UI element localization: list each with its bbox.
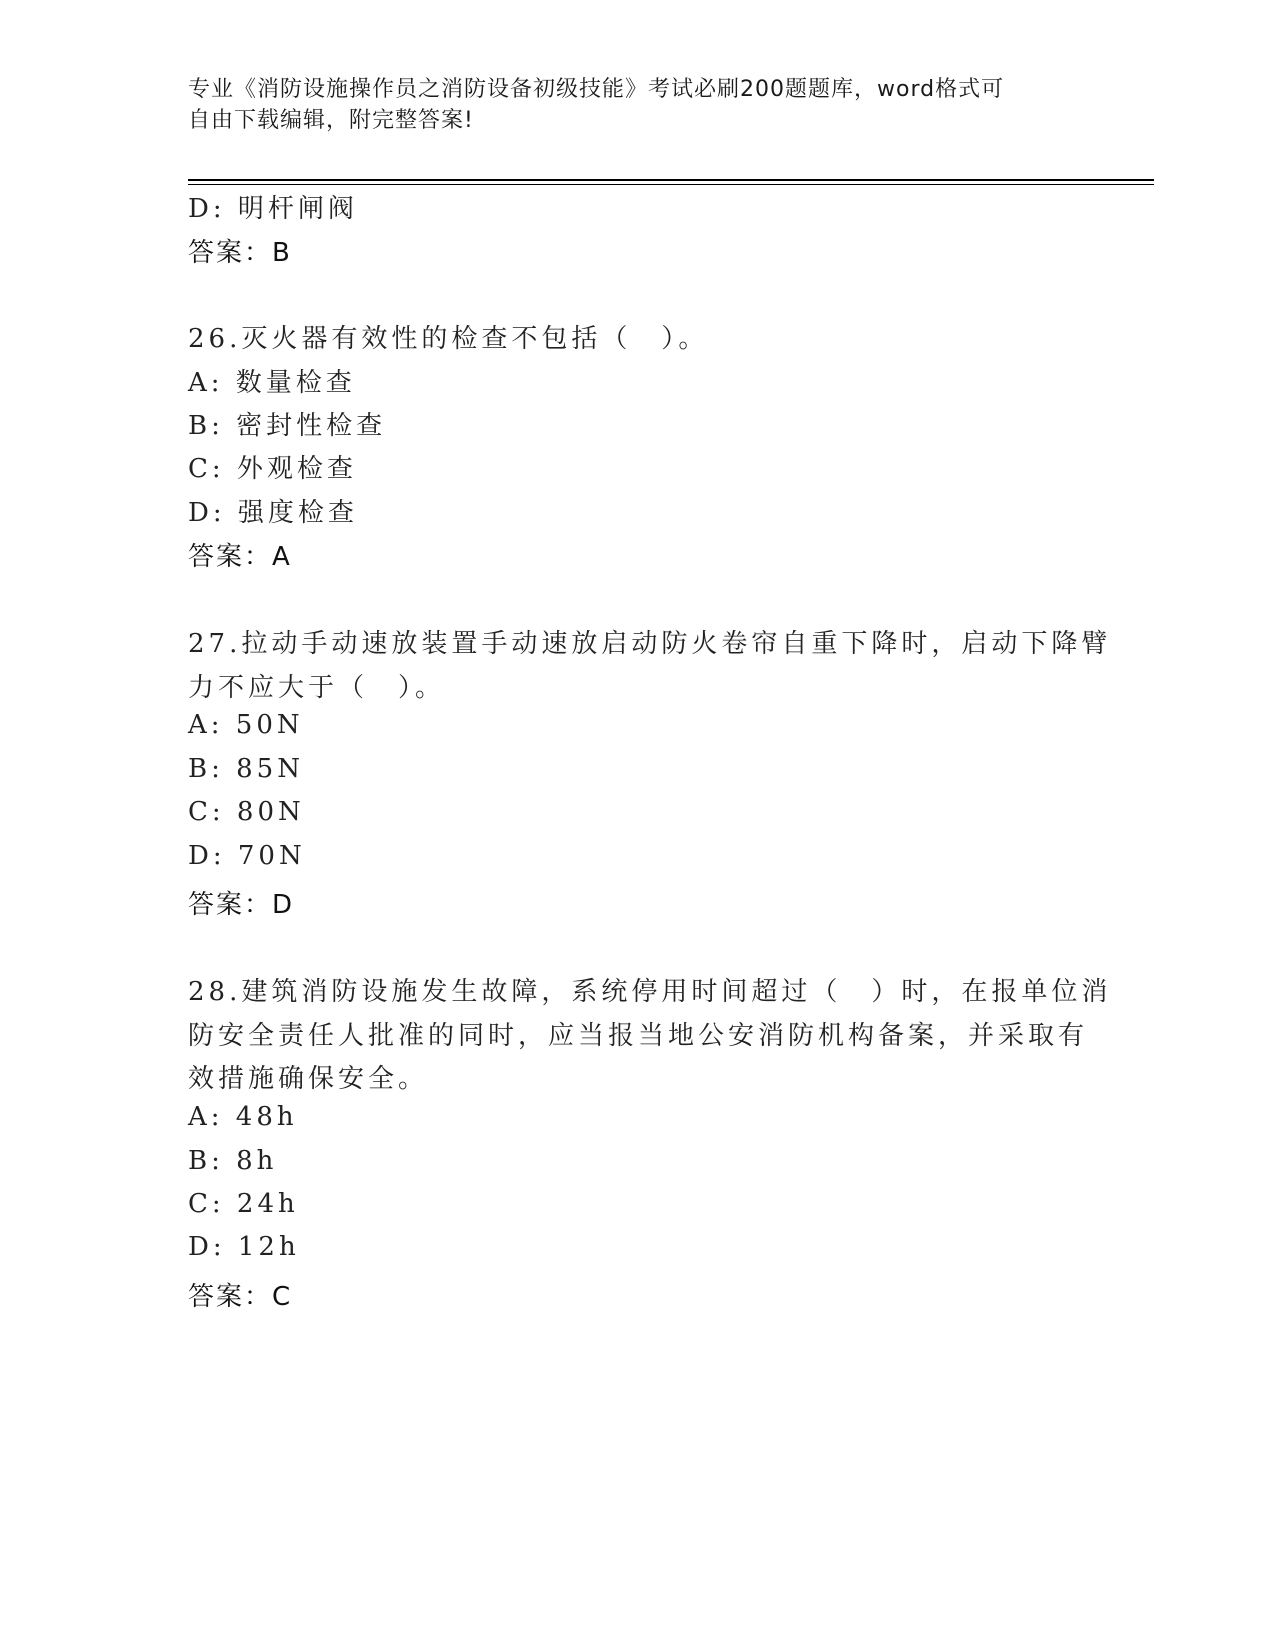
option-c: C: 外观检查: [188, 454, 357, 484]
option-d: D: 强度检查: [188, 498, 358, 528]
question-stem: 28.建筑消防设施发生故障，系统停用时间超过（ ）时，在报单位消: [188, 977, 1112, 1007]
question-stem-continued: 力不应大于（ ）。: [188, 673, 446, 703]
header-divider-thick: [188, 179, 1154, 181]
option-a: A: 48h: [188, 1102, 298, 1132]
option-d: D: 70N: [188, 841, 306, 871]
option-b: B: 8h: [188, 1146, 278, 1176]
header-line-2: 自由下载编辑，附完整答案!: [188, 108, 474, 133]
answer: 答案：A: [188, 542, 292, 572]
header-divider-thin: [188, 184, 1154, 185]
option-a: A: 数量检查: [188, 368, 356, 398]
option-c: C: 24h: [188, 1189, 299, 1219]
question-stem-continued: 防安全责任人批准的同时，应当报当地公安消防机构备案，并采取有: [188, 1021, 1089, 1051]
question-stem-continued: 效措施确保安全。: [188, 1064, 429, 1094]
option-b: B: 密封性检查: [188, 411, 387, 441]
header-line-1: 专业《消防设施操作员之消防设备初级技能》考试必刷200题题库，word格式可: [188, 77, 1005, 102]
document-header: [188, 74, 1068, 136]
question-stem: 27.拉动手动速放装置手动速放启动防火卷帘自重下降时，启动下降臂: [188, 629, 1112, 659]
option-d: D: 明杆闸阀: [188, 194, 358, 224]
answer: 答案：D: [188, 890, 295, 920]
answer: 答案：C: [188, 1282, 293, 1312]
question-stem: 26.灭火器有效性的检查不包括（ ）。: [188, 324, 709, 354]
answer: 答案：B: [188, 238, 292, 268]
option-c: C: 80N: [188, 797, 305, 827]
option-a: A: 50N: [188, 710, 304, 740]
option-b: B: 85N: [188, 754, 304, 784]
option-d: D: 12h: [188, 1232, 300, 1262]
